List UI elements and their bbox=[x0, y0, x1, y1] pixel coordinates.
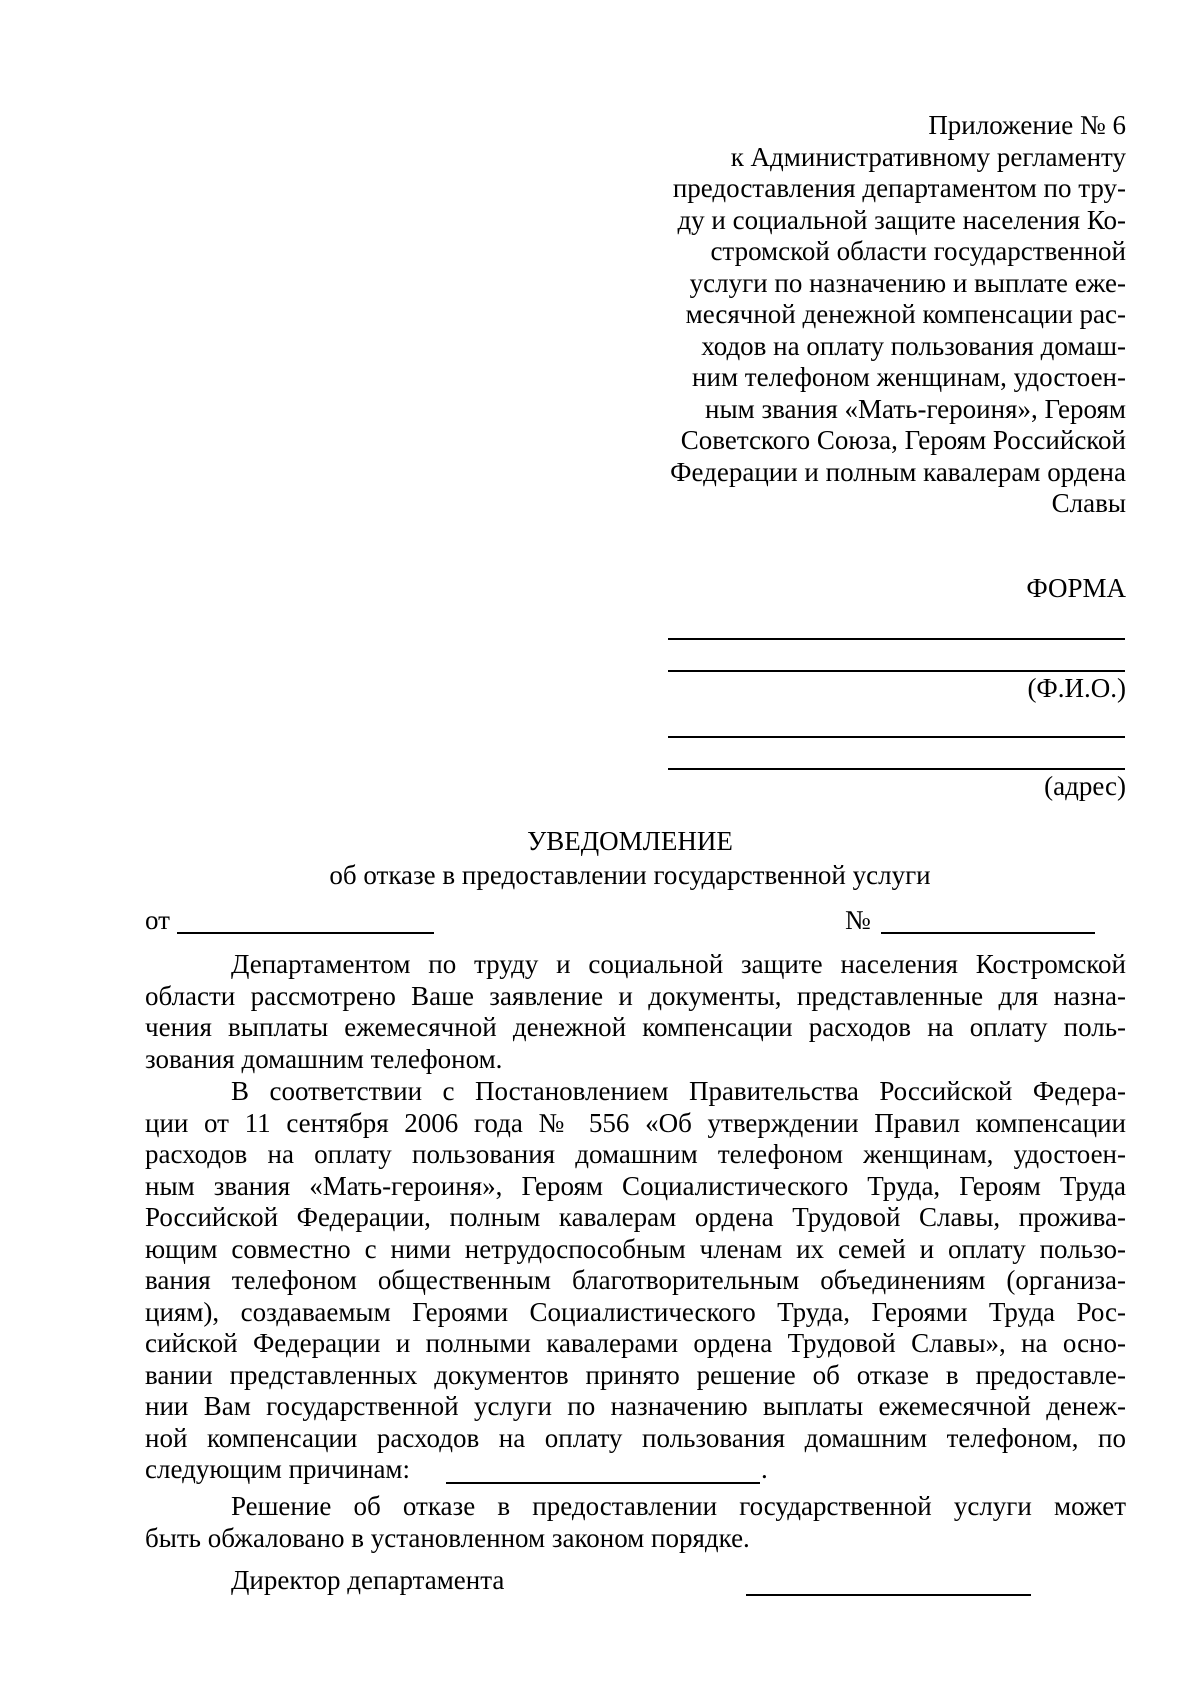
appendix-line: ду и социальной защите населения Ко- bbox=[677, 204, 1126, 235]
appendix-line: услуги по назначению и выплате еже- bbox=[689, 267, 1126, 298]
text-line: ции от 11 сентября 2006 года № 556 «Об утверждении Правил компенсации bbox=[145, 1107, 1126, 1138]
text-line: зования домашним телефоном. bbox=[145, 1043, 503, 1074]
document-title: УВЕДОМЛЕНИЕ bbox=[527, 826, 733, 856]
text-line: вания телефоном общественным благотворительным объединениям (организа- bbox=[145, 1265, 1126, 1295]
address-caption: (адрес) bbox=[1044, 771, 1126, 801]
text-line: вании представленных документов принято решение об отказе в предоставле- bbox=[145, 1359, 1126, 1390]
appendix-line: ходов на оплату пользования домаш- bbox=[701, 330, 1126, 361]
number-blank-line bbox=[881, 932, 1095, 934]
number-label: № bbox=[845, 905, 871, 935]
text-line: нии Вам государственной услуги по назначению выплаты ежемесячной денеж- bbox=[145, 1391, 1126, 1421]
text-line: В соответствии с Постановлением Правительства Российской Федера- bbox=[231, 1076, 1126, 1106]
text-line: ным звания «Мать-героиня», Героям Социалистического Труда, Героям Труда bbox=[145, 1170, 1126, 1201]
text-line: Решение об отказе в предоставлении государственной услуги может bbox=[231, 1491, 1126, 1521]
text-line: Департаментом по труду и социальной защите населения Костромской bbox=[231, 949, 1126, 979]
form-label: ФОРМА bbox=[1026, 573, 1126, 603]
appendix-block bbox=[630, 110, 1126, 520]
fio-caption: (Ф.И.О.) bbox=[1027, 673, 1126, 703]
text-line: расходов на оплату пользования домашним телефоном женщинам, удостоен- bbox=[145, 1139, 1126, 1169]
appendix-line: Приложение № 6 bbox=[928, 110, 1126, 140]
appendix-line: месячной денежной компенсации рас- bbox=[685, 299, 1126, 329]
appendix-line: предоставления департаментом по тру- bbox=[672, 173, 1126, 203]
text-line: чения выплаты ежемесячной денежной компенсации расходов на оплату поль- bbox=[145, 1012, 1126, 1042]
document-subtitle: об отказе в предоставлении государственной услуги bbox=[329, 860, 931, 890]
paragraph-3 bbox=[145, 1491, 1126, 1554]
text-line: быть обжаловано в установленном законом порядке. bbox=[145, 1522, 750, 1553]
text-line: ющим совместно с ними нетрудоспособным членам их семей и оплату пользо- bbox=[145, 1233, 1126, 1264]
reasons-label: следующим причинам: bbox=[145, 1454, 411, 1484]
paragraph-1 bbox=[145, 949, 1126, 1075]
fio-blank-line-2 bbox=[668, 670, 1125, 672]
reasons-end: . bbox=[761, 1454, 768, 1484]
text-line: сийской Федерации и полными кавалерами ордена Трудовой Славы», на осно- bbox=[145, 1328, 1126, 1358]
reasons-blank-line bbox=[446, 1482, 760, 1484]
text-line: Российской Федерации, полным кавалерам ордена Трудовой Славы, прожива- bbox=[145, 1202, 1126, 1232]
paragraph-2 bbox=[145, 1076, 1126, 1454]
appendix-line: стромской области государственной bbox=[710, 236, 1126, 266]
address-blank-line-2 bbox=[668, 768, 1125, 770]
text-line: ной компенсации расходов на оплату пользования домашним телефоном, по bbox=[145, 1422, 1126, 1453]
appendix-line: Славы bbox=[1051, 488, 1126, 518]
appendix-line: Федерации и полным кавалерам ордена bbox=[670, 456, 1126, 487]
signature-label: Директор департамента bbox=[231, 1565, 505, 1595]
date-label: от bbox=[145, 905, 170, 935]
text-line: области рассмотрено Ваше заявление и документы, представленные для назна- bbox=[145, 980, 1126, 1011]
date-blank-line bbox=[177, 932, 434, 934]
text-line: циям), создаваемым Героями Социалистического Труда, Героями Труда Рос- bbox=[145, 1296, 1126, 1327]
fio-blank-line-1 bbox=[668, 638, 1125, 640]
appendix-line: ным звания «Мать-героиня», Героям bbox=[705, 393, 1126, 424]
appendix-line: Советского Союза, Героям Российской bbox=[680, 425, 1126, 455]
appendix-line: ним телефоном женщинам, удостоен- bbox=[692, 362, 1126, 392]
address-blank-line-1 bbox=[668, 736, 1125, 738]
signature-blank-line bbox=[746, 1594, 1031, 1596]
appendix-line: к Административному регламенту bbox=[730, 141, 1126, 172]
